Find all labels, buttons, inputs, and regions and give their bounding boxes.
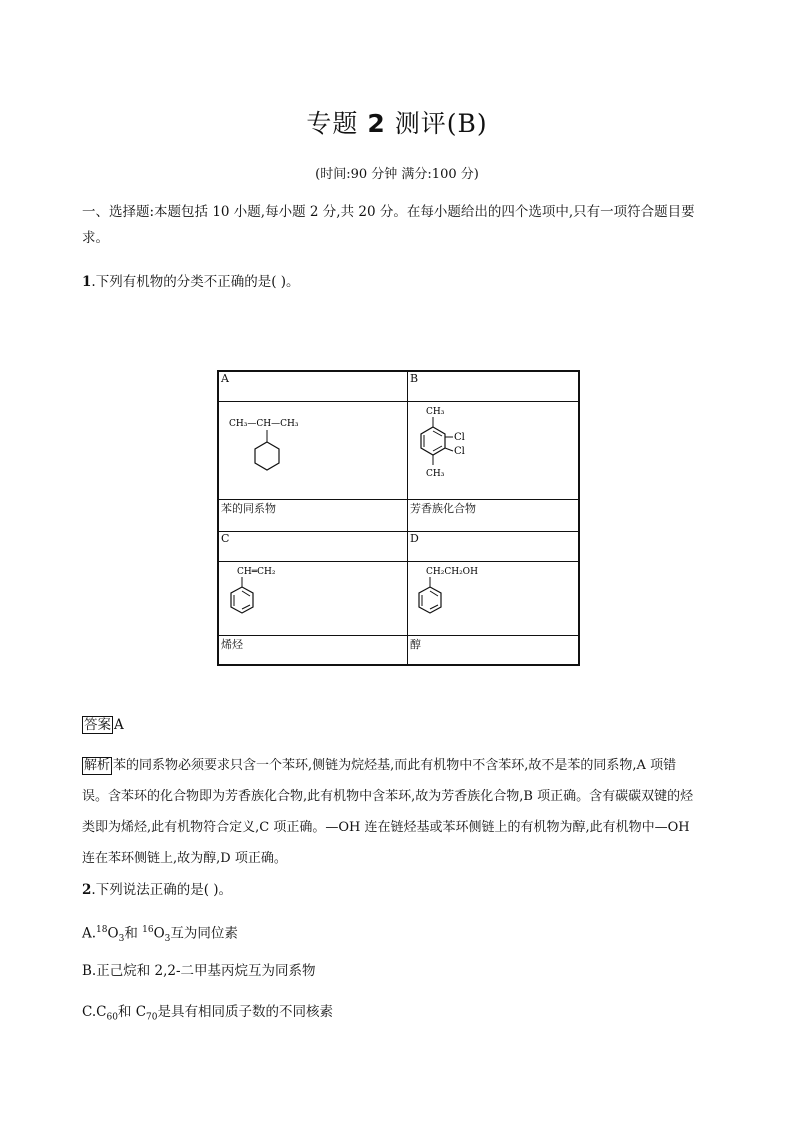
- option-a-label: 苯的同系物: [218, 499, 408, 531]
- options-table: [217, 370, 580, 666]
- option-c-label: 烯烃: [218, 635, 408, 665]
- option-d-structure: [408, 561, 580, 635]
- option-c-structure: [218, 561, 408, 635]
- analysis-tag: 解析: [84, 758, 111, 773]
- option-d-formula: CH₂CH₂OH: [426, 566, 478, 577]
- page-title: 专题 2 测评(B): [306, 109, 488, 138]
- option-b-structure: [408, 401, 580, 499]
- option-b-cl-1: Cl: [454, 431, 465, 443]
- isopropylcyclohexane-structure: [221, 402, 405, 496]
- answer-value: A: [114, 717, 124, 733]
- option-c-formula: CH═CH₂: [237, 566, 276, 577]
- question-2-option-c: $C.C_{60}$和 $C_{70}$是具有相同质子数的不同核素: [82, 1004, 333, 1023]
- time-score-line: (时间:90 分钟 满分:100 分): [315, 167, 479, 182]
- option-b-cl-2: Cl: [454, 445, 465, 457]
- option-a-letter: A: [218, 371, 408, 401]
- section-heading: 一、选择题:本题包括 10 小题,每小题 2 分,共 20 分。在每小题给出的四个选项中,只有一项符合题目要求。: [82, 204, 695, 246]
- option-b-ch3-bottom: CH₃: [426, 468, 445, 479]
- answer-tag: 答案: [84, 717, 111, 733]
- analysis-block: [82, 750, 702, 874]
- option-c-letter: C: [218, 531, 408, 561]
- option-d-label: 醇: [408, 635, 580, 665]
- styrene-structure: [221, 562, 405, 632]
- option-d-letter: D: [408, 531, 580, 561]
- question-2-option-b: B.正己烷和 2,2-二甲基丙烷互为同系物: [82, 963, 316, 979]
- answer-line: [82, 712, 702, 738]
- option-b-ch3-top: CH₃: [426, 406, 445, 417]
- dichloroxylene-structure: [410, 402, 576, 496]
- question-2-option-a: $A.^{18}O_3$和 $^{16}O_3$互为同位素: [82, 925, 238, 945]
- option-b-letter: B: [408, 371, 580, 401]
- option-a-formula: CH₃—CH—CH₃: [229, 418, 299, 429]
- phenylethanol-structure: [410, 562, 576, 632]
- analysis-text: 苯的同系物必须要求只含一个苯环,侧链为烷烃基,而此有机物中不含苯环,故不是苯的同系物,A 项错误。含苯环的化合物即为芳香族化合物,此有机物中含苯环,故为芳香族化合物,B 项正确。含有碳碳双键的烃类即为烯烃,此有机物符合定义,C 项正确。—OH 连在链烃基或苯环侧链上的有机物为醇,此有机物中—OH 连在苯环侧链上,故为醇,D 项正确。: [82, 758, 694, 866]
- question-2-stem: 2.下列说法正确的是( )。: [82, 882, 233, 898]
- option-a-structure: [218, 401, 408, 499]
- option-b-label: 芳香族化合物: [408, 499, 580, 531]
- question-1-stem: 1.下列有机物的分类不正确的是( )。: [82, 274, 300, 290]
